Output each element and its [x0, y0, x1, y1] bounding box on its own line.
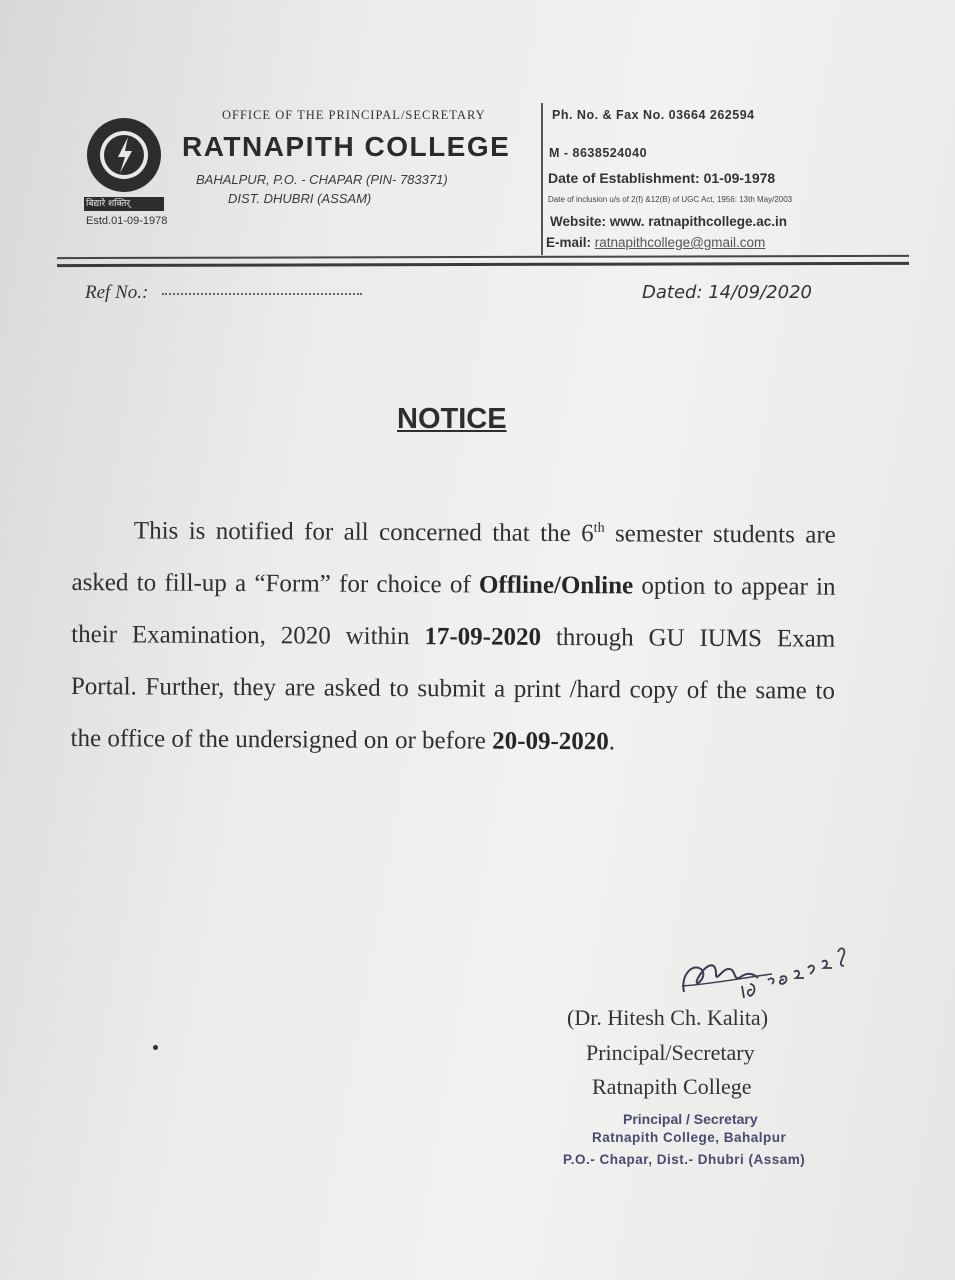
- office-title: OFFICE OF THE PRINCIPAL/SECRETARY: [222, 108, 486, 122]
- body-part-4: through GU IUMS Exam Portal. Further, they are asked to submit a print /hard copy of the same to the office of the undersigned on or before: [70, 623, 836, 755]
- stamp-line-3: P.O.- Chapar, Dist.- Dhubri (Assam): [563, 1152, 806, 1167]
- college-name: RATNAPITH COLLEGE: [182, 131, 511, 162]
- email-line: [546, 235, 765, 250]
- ref-dotted-line: [162, 293, 362, 295]
- header-rule-thin: [57, 255, 909, 259]
- logo-estd: Estd.01-09-1978: [86, 215, 168, 227]
- logo-motto: बिद्यारे शक्तिर्: [86, 199, 131, 209]
- body-sup: th: [593, 520, 605, 536]
- email-link[interactable]: ratnapithcollege@gmail.com: [594, 235, 766, 250]
- signatory-college: Ratnapith College: [592, 1074, 752, 1099]
- body-part-3: option to appear in their Examination, 2020 within: [71, 572, 836, 651]
- body-part-5: .: [608, 728, 616, 756]
- establishment-date: Date of Establishment: 01-09-1978: [548, 170, 776, 186]
- header-divider: [541, 103, 543, 255]
- ugc-inclusion: Date of inclusion u/s of 2(f) &12(B) of UGC Act, 1956: 13th May/2003: [548, 195, 793, 204]
- body-bold-deadline: 17-09-2020: [424, 623, 542, 651]
- notice-heading: NOTICE: [397, 403, 507, 435]
- header-rule-thick: [57, 262, 909, 267]
- mobile-number: M - 8638524040: [549, 146, 648, 160]
- body-part-1: This is notified for all concerned that the 6: [133, 517, 594, 548]
- ref-label: Ref No.:: [85, 282, 149, 303]
- signature-icon: [672, 934, 862, 1004]
- email-label: E-mail:: [546, 235, 595, 250]
- ink-dot: [153, 1045, 158, 1050]
- signatory-designation: Principal/Secretary: [586, 1040, 755, 1065]
- stamp-line-1: Principal / Secretary: [623, 1111, 758, 1127]
- phone-fax: Ph. No. & Fax No. 03664 262594: [552, 108, 755, 122]
- website: Website: www. ratnapithcollege.ac.in: [550, 214, 788, 229]
- address-line-2: DIST. DHUBRI (ASSAM): [228, 191, 372, 206]
- signatory-name: (Dr. Hitesh Ch. Kalita): [567, 1005, 769, 1030]
- notice-body: [70, 505, 836, 770]
- address-line-1: BAHALPUR, P.O. - CHAPAR (PIN- 783371): [196, 172, 448, 187]
- dated: Dated: 14/09/2020: [642, 282, 812, 303]
- stamp-line-2: Ratnapith College, Bahalpur: [592, 1130, 787, 1145]
- body-part-2: semester students are asked to fill-up a “Form” for choice of: [71, 520, 836, 599]
- body-bold-submit-date: 20-09-2020: [492, 727, 609, 756]
- body-bold-mode: Offline/Online: [478, 571, 634, 600]
